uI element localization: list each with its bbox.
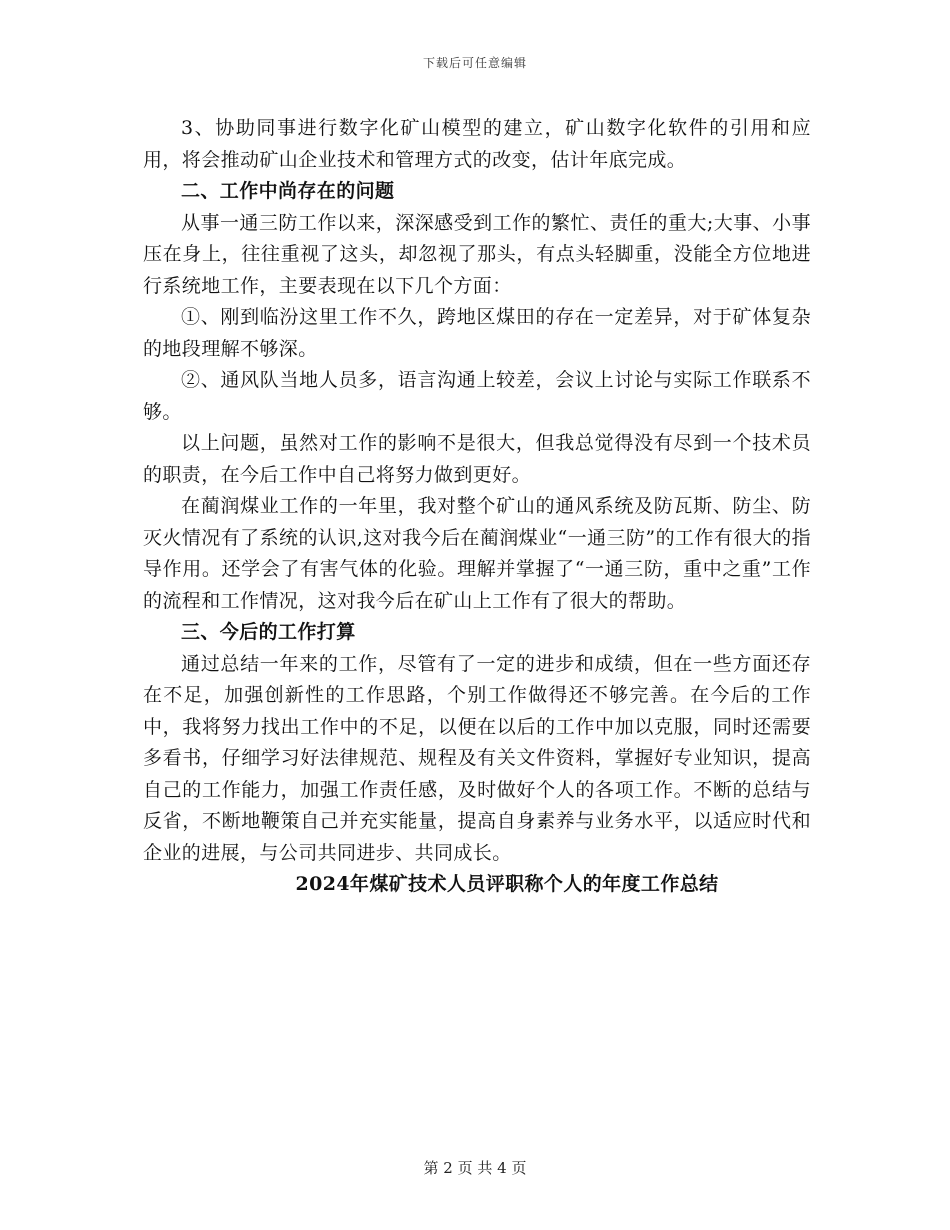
paragraph-year-review: 在蔺润煤业工作的一年里，我对整个矿山的通风系统及防瓦斯、防尘、防灭火情况有了系统的认识,这对我今后在蔺润煤业“一通三防”的工作有很大的指导作用。还学会了有害气体的化验。理解并掌握了“一通三防，重中之重”工作的流程和工作情况，这对我今后在矿山上工作有了很大的帮助。 [143, 495, 811, 612]
paragraph-problems-summary: 以上问题，虽然对工作的影响不是很大，但我总觉得没有尽到一个技术员的职责，在今后工作中自己将努力做到更好。 [143, 432, 811, 486]
paragraph-problem-1: ①、刚到临汾这里工作不久，跨地区煤田的存在一定差异，对于矿体复杂的地段理解不够深。 [143, 306, 811, 360]
paragraph-plans: 通过总结一年来的工作，尽管有了一定的进步和成绩，但在一些方面还存在不足，加强创新性的工作思路，个别工作做得还不够完善。在今后的工作中，我将努力找出工作中的不足，以便在以后的工作中加以克服，同时还需要多看书，仔细学习好法律规范、规程及有关文件资料，掌握好专业知识，提高自己的工作能力，加强工作责任感，及时做好个人的各项工作。不断的总结与反省，不断地鞭策自己并充实能量，提高自身素养与业务水平，以适应时代和企业的进展，与公司共同进步、共同成长。 [143, 652, 811, 864]
paragraph-problems-intro: 从事一通三防工作以来，深深感受到工作的繁忙、责任的重大;大事、小事压在身上，往往重视了这头，却忽视了那头，有点头轻脚重，没能全方位地进行系统地工作，主要表现在以下几个方面： [143, 211, 811, 297]
next-document-title: 2024年煤矿技术人员评职称个人的年度工作总结 [295, 873, 719, 895]
paragraph-item-3: 3、协助同事进行数字化矿山模型的建立，矿山数字化软件的引用和应用，将会推动矿山企业技术和管理方式的改变，估计年底完成。 [143, 117, 811, 171]
paragraph-problem-2: ②、通风队当地人员多，语言沟通上较差，会议上讨论与实际工作联系不够。 [143, 369, 811, 423]
page-number: 第 2 页 共 4 页 [423, 1159, 527, 1177]
page-header: 下载后可任意编辑 [422, 56, 527, 70]
document-body [143, 113, 811, 901]
section-heading-plans: 三、今后的工作打算 [181, 621, 356, 643]
section-heading-problems: 二、工作中尚存在的问题 [181, 180, 395, 202]
